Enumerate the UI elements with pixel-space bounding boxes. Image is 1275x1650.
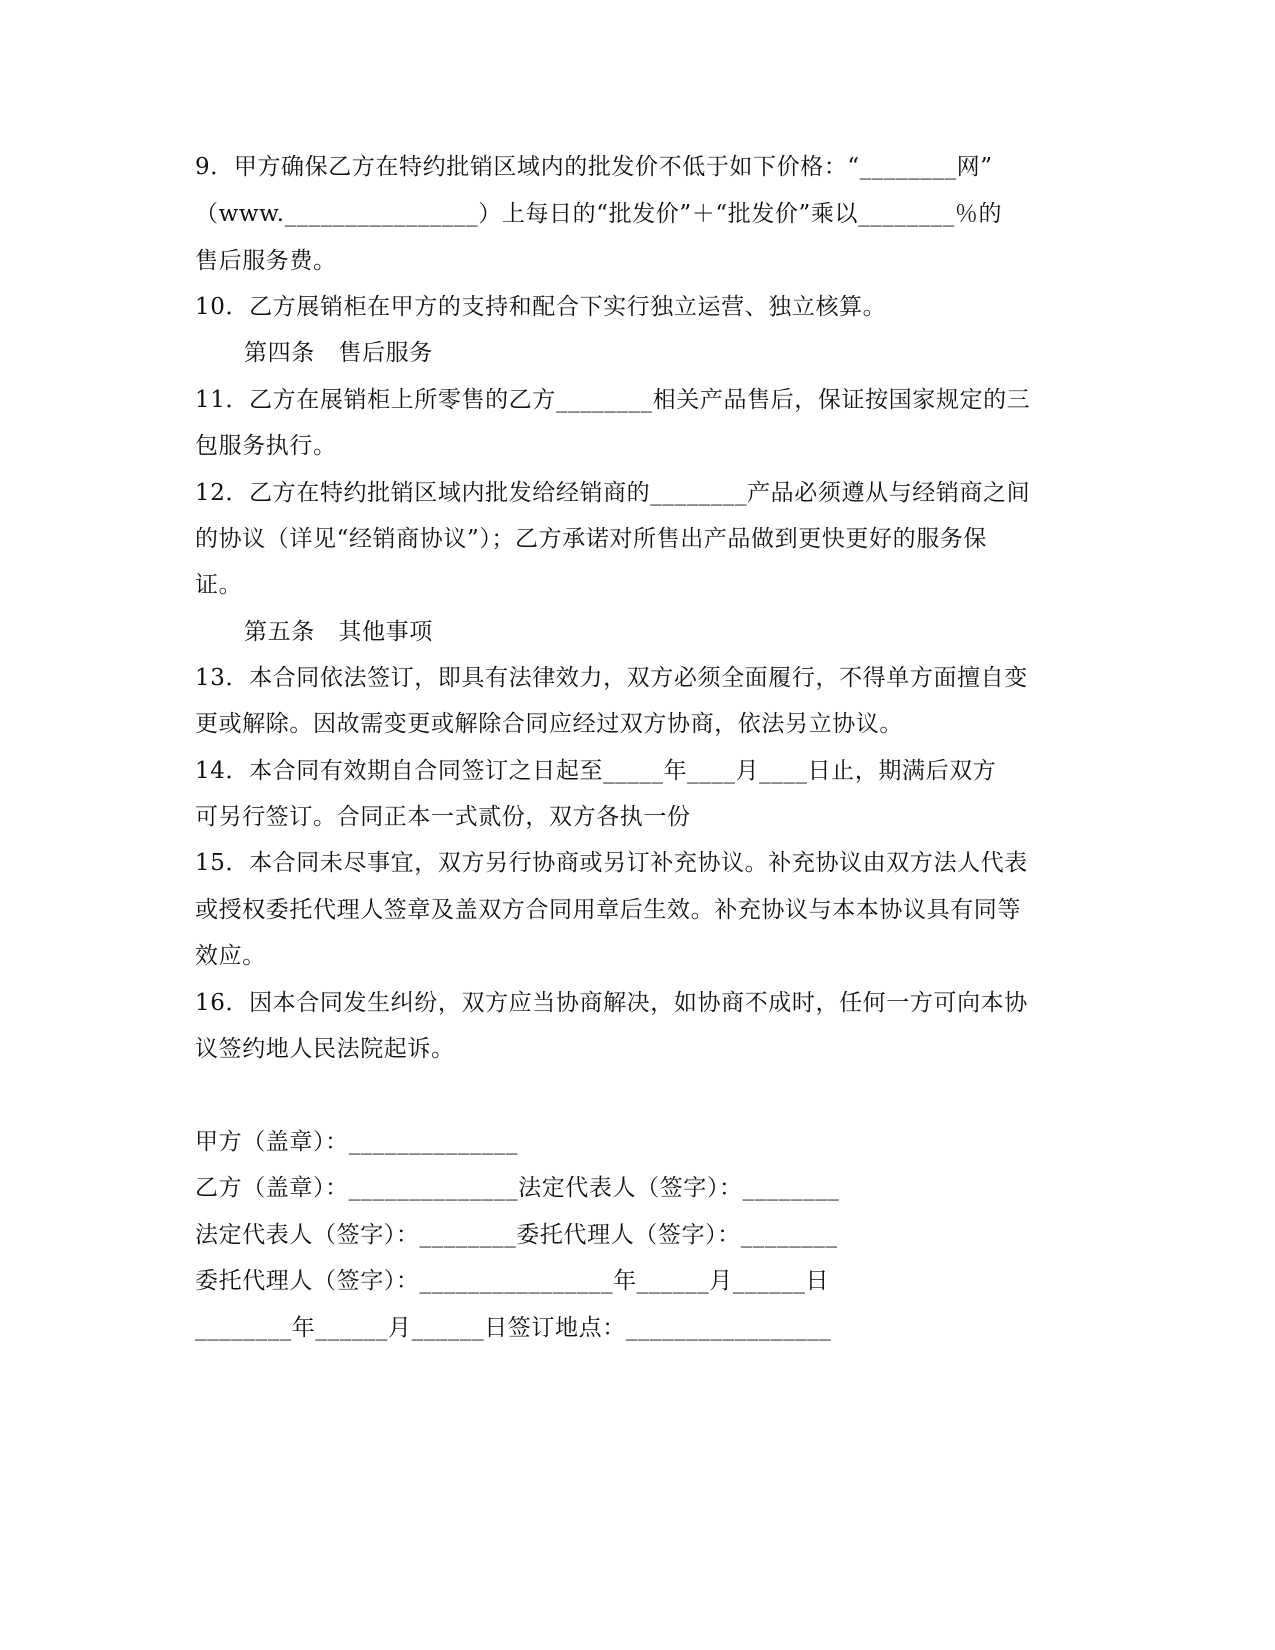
signature-party-b: 乙方（盖章）：______________法定代表人（签字）：________ bbox=[195, 1175, 840, 1201]
signing-date-and-place: ________年______月______日签订地点：_________________ bbox=[195, 1315, 832, 1341]
clause-12-line-3: 证。 bbox=[195, 572, 243, 598]
signature-legal-representative: 法定代表人（签字）：________委托代理人（签字）：________ bbox=[195, 1222, 838, 1248]
signature-authorized-agent-date: 委托代理人（签字）：________________年______月______日 bbox=[195, 1268, 830, 1294]
clause-9-line-1: 9．甲方确保乙方在特约批销区域内的批发价不低于如下价格：“________网” bbox=[195, 154, 993, 180]
clause-15-line-3: 效应。 bbox=[195, 943, 266, 969]
clause-13-line-1: 13．本合同依法签订，即具有法律效力，双方必须全面履行，不得单方面擅自变 bbox=[195, 665, 1028, 691]
clause-14-line-2: 可另行签订。合同正本一式贰份，双方各执一份 bbox=[195, 804, 691, 830]
section-heading-after-sales: 第四条 售后服务 bbox=[244, 340, 433, 366]
clause-11-line-1: 11．乙方在展销柜上所零售的乙方________相关产品售后，保证按国家规定的三 bbox=[195, 387, 1031, 413]
clause-15-line-2: 或授权委托代理人签章及盖双方合同用章后生效。补充协议与本本协议具有同等 bbox=[195, 897, 1021, 923]
clause-15-line-1: 15．本合同未尽事宜，双方另行协商或另订补充协议。补充协议由双方法人代表 bbox=[195, 850, 1028, 876]
clause-16-line-1: 16．因本合同发生纠纷，双方应当协商解决，如协商不成时，任何一方可向本协 bbox=[195, 990, 1028, 1016]
clause-12-line-2: 的协议（详见“经销商协议”）；乙方承诺对所售出产品做到更快更好的服务保 bbox=[195, 526, 988, 552]
clause-16-line-2: 议签约地人民法院起诉。 bbox=[195, 1036, 455, 1062]
clause-9-line-3: 售后服务费。 bbox=[195, 248, 337, 274]
section-heading-other-matters: 第五条 其他事项 bbox=[244, 619, 433, 645]
clause-14-line-1: 14．本合同有效期自合同签订之日起至_____年____月____日止，期满后双方 bbox=[195, 758, 997, 784]
clause-11-line-2: 包服务执行。 bbox=[195, 433, 337, 459]
clause-10: 10．乙方展销柜在甲方的支持和配合下实行独立运营、独立核算。 bbox=[195, 294, 887, 320]
clause-12-line-1: 12．乙方在特约批销区域内批发给经销商的________产品必须遵从与经销商之间 bbox=[195, 480, 1031, 506]
clause-9-line-2: （www.________________）上每日的“批发价”＋“批发价”乘以________％的 bbox=[195, 201, 1003, 227]
clause-13-line-2: 更或解除。因故需变更或解除合同应经过双方协商，依法另立协议。 bbox=[195, 711, 903, 737]
signature-party-a: 甲方（盖章）：______________ bbox=[195, 1129, 519, 1155]
